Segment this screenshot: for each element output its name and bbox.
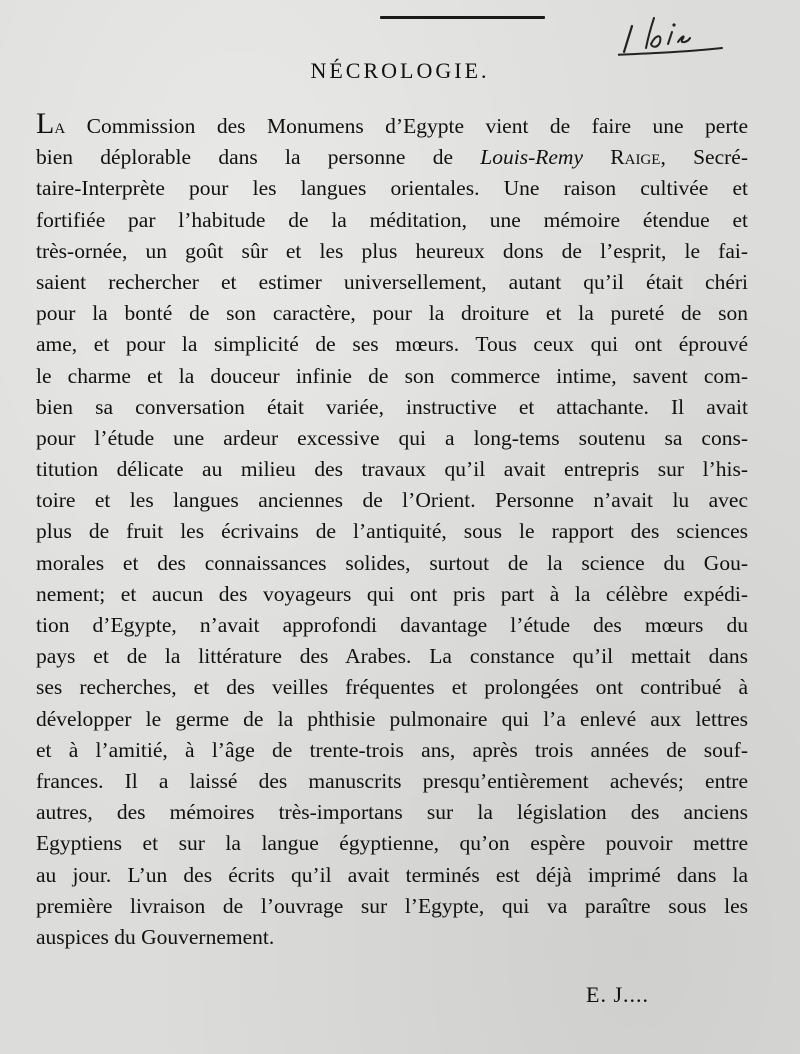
person-name: Louis-Remy — [480, 145, 583, 170]
small-caps-text: a — [54, 114, 66, 138]
handwritten-page-mark — [618, 8, 728, 60]
text-line — [36, 142, 748, 173]
page-title: NÉCROLOGIE. — [310, 58, 490, 83]
text-line: pour la bonté de son caractère, pour la droiture et la pureté de son — [36, 301, 748, 326]
text-line: titution délicate au milieu des travaux qu’il avait entrepris sur l’his- — [36, 457, 748, 482]
person-surname: Raige — [610, 145, 661, 170]
text-line: développer le germe de la phthisie pulmonaire qui l’a enlevé aux lettres — [36, 706, 748, 731]
text-line: tion d’Egypte, n’avait approfondi davantage l’étude des mœurs du — [36, 613, 748, 637]
text-line: Egyptiens et sur la langue égyptienne, qu’on espère pouvoir mettre — [36, 831, 748, 856]
text-line: ses recherches, et des veilles fréquentes et prolongées ont contribué à — [36, 675, 748, 700]
text-segment: , Secré- — [660, 145, 748, 170]
text-line: saient rechercher et estimer universellement, autant qu’il était chéri — [36, 269, 748, 294]
top-rule — [380, 16, 545, 19]
text-line: pays et de la littérature des Arabes. La constance qu’il mettait dans — [36, 644, 748, 669]
text-segment: bien déplorable dans la personne de — [36, 145, 481, 170]
text-line: fortifiée par l’habitude de la méditation, une mémoire étendue et — [36, 207, 748, 232]
text-line: au jour. L’un des écrits qu’il avait terminés est déjà imprimé dans la — [36, 862, 748, 887]
text-line: auspices du Gouvernement. — [36, 924, 275, 949]
text-line: et à l’amitié, à l’âge de trente-trois ans, après trois années de souf- — [36, 737, 748, 762]
text-line: nement; et aucun des voyageurs qui ont pris part à la célèbre expédi- — [36, 581, 748, 606]
text-line: le charme et la douceur infinie de son commerce intime, savent com- — [36, 363, 748, 388]
text-line: toire et les langues anciennes de l’Orient. Personne n’avait lu avec — [36, 488, 748, 513]
text-line: frances. Il a laissé des manuscrits presqu’entièrement achevés; entre — [36, 768, 748, 793]
text-line: première livraison de l’ouvrage sur l’Egypte, qui va paraître sous les — [36, 893, 748, 918]
obituary-paragraph — [36, 107, 748, 953]
text-segment: Commission des Monumens d’Egypte vient de faire une perte — [65, 114, 748, 138]
text-line: taire-Interprète pour les langues orientales. Une raison cultivée et — [36, 176, 748, 201]
text-line: plus de fruit les écrivains de l’antiquité, sous le rapport des sciences — [36, 519, 748, 544]
drop-cap: L — [36, 107, 55, 140]
text-line: ame, et pour la simplicité de ses mœurs. Tous ceux qui ont éprouvé — [36, 332, 748, 357]
text-line: pour l’étude une ardeur excessive qui a long-tems soutenu sa cons- — [36, 425, 748, 450]
text-line: bien sa conversation était variée, instructive et attachante. Il avait — [36, 394, 748, 419]
text-line — [36, 107, 748, 142]
text-line: autres, des mémoires très-importans sur la législation des anciens — [36, 800, 748, 825]
signature: E. J.... — [586, 982, 649, 1007]
text-line: très-ornée, un goût sûr et les plus heureux dons de l’esprit, le fai- — [36, 238, 748, 263]
text-line: morales et des connaissances solides, surtout de la science du Gou- — [36, 550, 748, 575]
